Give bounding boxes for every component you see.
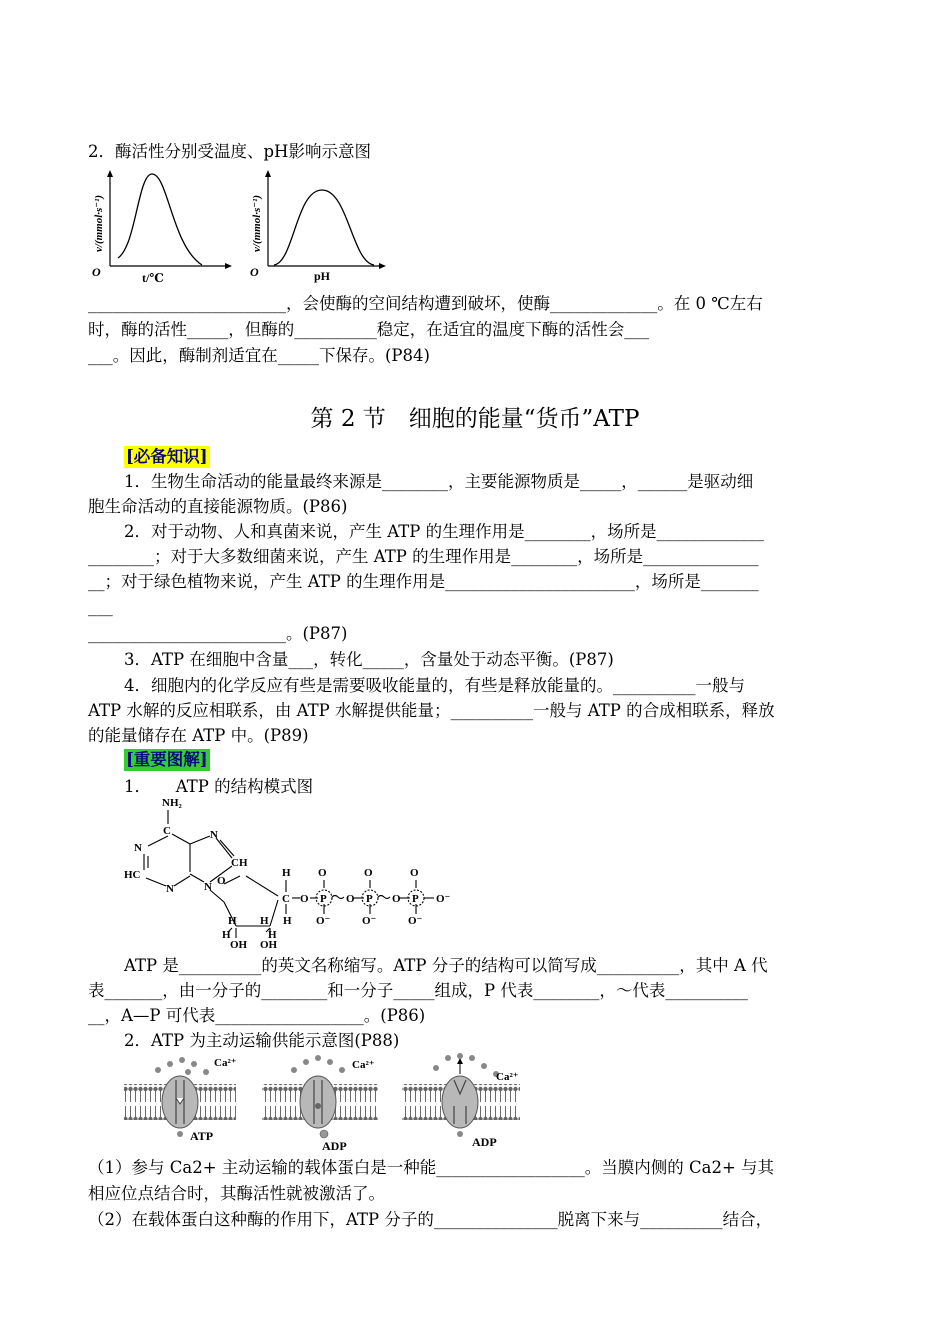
membrane3-ca-label: Ca²⁺	[496, 1071, 519, 1083]
membrane1-ca-label: Ca²⁺	[214, 1057, 237, 1069]
text-line: ________；对于大多数细菌来说，产生 ATP 的生理作用是________，场所是______________	[88, 547, 759, 566]
atp-label-om3: O⁻	[408, 915, 423, 927]
ph-graph-xlabel: pH	[314, 269, 331, 283]
atp-label-n-bottom: N	[166, 883, 174, 895]
tag-key-diagrams: [重要图解]	[126, 750, 208, 769]
membrane2-ca-label: Ca²⁺	[352, 1059, 375, 1071]
text-line: 胞生命活动的直接能源物质。(P86)	[88, 497, 348, 516]
diagram1-heading: 1． ATP 的结构模式图	[124, 777, 314, 796]
temp-graph-xlabel: t/℃	[142, 271, 164, 285]
atp-label-p2: P	[366, 893, 373, 905]
atp-label-h2: H	[222, 929, 231, 941]
atp-label-op3: O	[410, 867, 419, 879]
text-line: （2）在载体蛋白这种酶的作用下，ATP 分子的_______________脱离下来与__________结合，	[88, 1210, 773, 1229]
text-line: 1．生物生命活动的能量最终来源是________，主要能源物质是_____，______是驱动细	[124, 472, 754, 491]
atp-label-o-link: O	[300, 893, 309, 905]
text-line: 3．ATP 在细胞中含量___，转化_____，含量处于动态平衡。(P87)	[124, 650, 614, 669]
tag-required-knowledge: [必备知识]	[126, 447, 208, 466]
section-title: 第 2 节 细胞的能量“货币”ATP	[310, 406, 640, 432]
ph-graph-origin: O	[250, 265, 259, 279]
atp-label-ring-o: O	[217, 875, 226, 887]
temp-graph-origin: O	[92, 265, 101, 279]
text-line: ___。因此，酶制剂适宜在_____下保存。(P84)	[88, 346, 430, 365]
atp-label-oh2: OH	[260, 939, 278, 951]
atp-label-o3: O	[392, 893, 401, 905]
atp-label-n-link: N	[204, 881, 212, 893]
atp-label-ominus-end: O⁻	[436, 893, 451, 905]
atp-label-op2: O	[364, 867, 373, 879]
text-line: 表_______，由一分子的________和一分子_____组成，P 代表________，～代表__________	[88, 981, 748, 1000]
text-line: ___	[88, 597, 113, 616]
atp-label-om1: O⁻	[316, 915, 331, 927]
text-line: ATP 是__________的英文名称缩写。ATP 分子的结构可以简写成__________，其中 A 代	[124, 956, 768, 975]
text-line: __，A—P 可代表__________________。(P86)	[88, 1006, 426, 1025]
atp-label-oh1: OH	[230, 939, 248, 951]
atp-label-op1: O	[318, 867, 327, 879]
temperature-activity-graph	[86, 166, 236, 286]
text-line: __；对于绿色植物来说，产生 ATP 的生理作用是_______________________，场所是_______	[88, 572, 759, 591]
atp-label-h4: H	[268, 929, 277, 941]
atp-label-hc: HC	[124, 869, 141, 881]
atp-label-c: C	[163, 825, 171, 837]
ph-activity-graph	[244, 166, 394, 286]
diagram2-heading: 2．ATP 为主动运输供能示意图(P88)	[124, 1031, 400, 1050]
membrane1-atp-label: ATP	[190, 1129, 214, 1143]
membrane-panel-2	[262, 1055, 378, 1153]
atp-label-c5: C	[282, 893, 290, 905]
text-line: ________________________，会使酶的空间结构遭到破坏，使酶_____________。在 0 ℃左右	[88, 294, 763, 313]
membrane-panel-3	[402, 1053, 520, 1149]
active-transport-diagram	[118, 1050, 538, 1154]
membrane2-adp-label: ADP	[322, 1139, 347, 1153]
atp-label-n-left: N	[134, 842, 142, 854]
ph-graph-ylabel: v/(mmol·s⁻¹)	[251, 194, 263, 252]
atp-label-h-bottom: H	[283, 915, 292, 927]
atp-label-om2: O⁻	[362, 915, 377, 927]
atp-label-n-top: N	[210, 829, 218, 841]
text-line: 的能量储存在 ATP 中。(P89)	[88, 726, 309, 745]
text-line: （1）参与 Ca2+ 主动运输的载体蛋白是一种能__________________。当膜内侧的 Ca2+ 与其	[88, 1158, 775, 1177]
text-line: ATP 水解的反应相联系，由 ATP 水解提供能量；__________一般与 ATP 的合成相联系，释放	[88, 701, 775, 720]
membrane-panel-1	[124, 1057, 237, 1143]
text-line: 4．细胞内的化学反应有些是需要吸收能量的，有些是释放能量的。__________一般与	[124, 676, 745, 695]
atp-label-ch: CH	[231, 857, 248, 869]
atp-label-h1: H	[228, 915, 237, 927]
temp-graph-ylabel: v/(mmol·s⁻¹)	[93, 194, 105, 252]
text-line: 相应位点结合时，其酶活性就被激活了。	[88, 1184, 385, 1203]
atp-label-nh2: NH₂	[162, 797, 182, 809]
atp-label-o2: O	[346, 893, 355, 905]
atp-label-h3: H	[260, 915, 269, 927]
section-heading-enzyme-graphs: 2．酶活性分别受温度、pH影响示意图	[88, 142, 371, 161]
text-line: 时，酶的活性_____，但酶的__________稳定，在适宜的温度下酶的活性会___	[88, 320, 649, 339]
atp-label-p1: P	[320, 893, 327, 905]
membrane3-adp-label: ADP	[472, 1135, 497, 1149]
text-line: 2．对于动物、人和真菌来说，产生 ATP 的生理作用是________，场所是_____________	[124, 522, 764, 541]
atp-label-p3: P	[412, 893, 419, 905]
atp-label-h-top: H	[282, 867, 291, 879]
text-line: ________________________。(P87)	[88, 624, 348, 643]
atp-structure-diagram	[118, 796, 468, 952]
